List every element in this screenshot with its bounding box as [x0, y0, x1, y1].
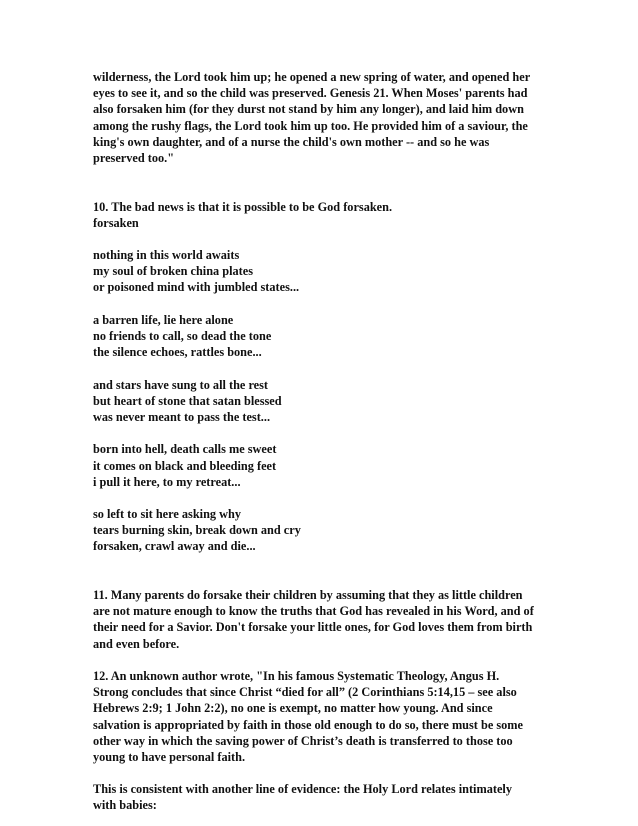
text-line: eyes to see it, and so the child was preserved. Genesis 21. When Moses' parents had: [93, 86, 528, 101]
poem-line: was never meant to pass the test...: [93, 409, 271, 424]
spacer: [93, 555, 563, 571]
poem-stanza-3: [93, 377, 563, 426]
spacer: [93, 231, 563, 247]
text-line: among the rushy flags, the Lord took him up too. He provided him of a saviour, the: [93, 118, 528, 133]
poem-line: no friends to call, so dead the tone: [93, 329, 272, 343]
spacer: [93, 571, 563, 587]
document-page: [93, 69, 563, 814]
text-line: are not mature enough to know the truths that God has revealed in his Word, and of: [93, 604, 534, 619]
poem-line: or poisoned mind with jumbled states...: [93, 280, 300, 295]
poem-line: and stars have sung to all the rest: [93, 377, 269, 392]
text-line: forsaken: [93, 215, 139, 230]
text-line: salvation is appropriated by faith in those old enough to do so, there must be some: [93, 717, 523, 732]
poem-line: it comes on black and bleeding feet: [93, 458, 277, 473]
poem-line: the silence echoes, rattles bone...: [93, 345, 262, 360]
text-line: This is consistent with another line of evidence: the Holy Lord relates intimately: [93, 782, 512, 797]
spacer: [93, 652, 563, 668]
spacer: [93, 425, 563, 441]
poem-stanza-2: [93, 312, 563, 361]
poem-line: nothing in this world awaits: [93, 248, 240, 263]
poem-line: i pull it here, to my retreat...: [93, 474, 241, 489]
text-line: also forsaken him (for they durst not stand by him any longer), and laid him down: [93, 102, 524, 117]
poem-line: born into hell, death calls me sweet: [93, 442, 277, 457]
text-line: preserved too.": [93, 150, 175, 165]
paragraph-point-11: [93, 587, 563, 652]
text-line: and even before.: [93, 636, 180, 651]
poem-line: forsaken, crawl away and die...: [93, 539, 256, 554]
text-line: other way in which the saving power of Christ’s death is transferred to those too: [93, 733, 513, 748]
poem-line: tears burning skin, break down and cry: [93, 523, 301, 538]
poem-stanza-1: [93, 247, 563, 296]
text-line: king's own daughter, and of a nurse the child's own mother -- and so he was: [93, 134, 490, 149]
spacer: [93, 360, 563, 376]
text-line: with babies:: [93, 798, 157, 813]
text-line: wilderness, the Lord took him up; he opened a new spring of water, and opened her: [93, 70, 531, 84]
text-line: Strong concludes that since Christ “died for all” (2 Corinthians 5:14,15 – see also: [93, 685, 517, 700]
spacer: [93, 490, 563, 506]
paragraph-point-12: [93, 668, 563, 765]
text-line: Hebrews 2:9; 1 John 2:2), no one is exempt, no matter how young. And since: [93, 701, 493, 716]
paragraph-genesis-quote: [93, 69, 563, 166]
spacer: [93, 166, 563, 182]
poem-stanza-5: [93, 506, 563, 555]
poem-line: so left to sit here asking why: [93, 507, 242, 522]
spacer: [93, 182, 563, 198]
poem-line: a barren life, lie here alone: [93, 312, 234, 327]
paragraph-holy-lord: [93, 781, 563, 813]
text-line: young to have personal faith.: [93, 749, 246, 764]
paragraph-point-10: [93, 199, 563, 231]
poem-line: but heart of stone that satan blessed: [93, 393, 282, 408]
poem-line: my soul of broken china plates: [93, 264, 253, 279]
text-line: their need for a Savior. Don't forsake your little ones, for God loves them from birth: [93, 620, 533, 635]
poem-stanza-4: [93, 441, 563, 490]
text-line: 11. Many parents do forsake their children by assuming that they as little children: [93, 588, 523, 602]
spacer: [93, 296, 563, 312]
text-line: 12. An unknown author wrote, "In his famous Systematic Theology, Angus H.: [93, 668, 500, 683]
spacer: [93, 765, 563, 781]
text-line: 10. The bad news is that it is possible to be God forsaken.: [93, 199, 393, 214]
